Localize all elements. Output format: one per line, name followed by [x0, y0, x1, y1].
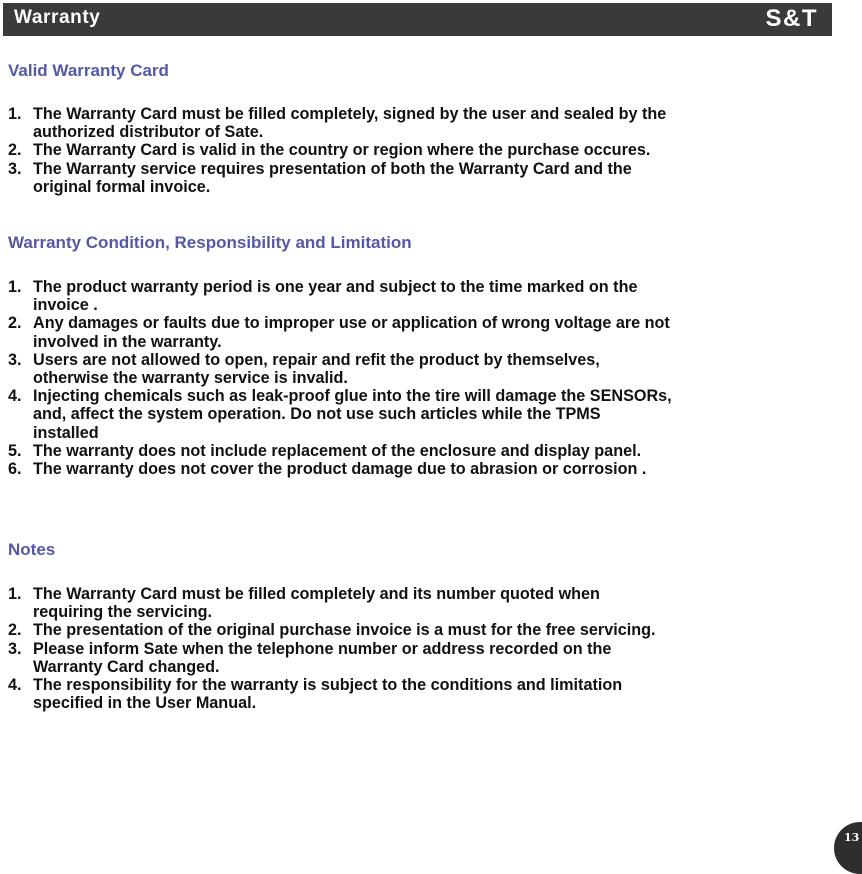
- item-text: Any damages or faults due to improper use or application of wrong voltage are not involved in the warranty.: [33, 314, 670, 351]
- list-item: [8, 105, 854, 141]
- page-title: Warranty: [14, 7, 101, 28]
- section-heading: Notes: [8, 540, 56, 559]
- item-number: 4.: [8, 676, 22, 695]
- list-item: [8, 640, 854, 676]
- item-text: The product warranty period is one year and subject to the time marked on the invoice .: [33, 278, 638, 315]
- brand-logo: S&T: [765, 5, 818, 32]
- section-warranty-condition: [8, 233, 854, 478]
- list-item: [8, 676, 854, 712]
- item-number: 5.: [8, 441, 22, 460]
- section-heading: Valid Warranty Card: [8, 61, 169, 80]
- list-item: [8, 460, 854, 478]
- list-item: [8, 160, 854, 196]
- item-text: The Warranty Card must be filled completely, signed by the user and sealed by the authorized distributor of Sate.: [33, 105, 667, 142]
- list-item: [8, 585, 854, 621]
- section-valid-warranty-card: [8, 61, 854, 196]
- section-heading: Warranty Condition, Responsibility and Limitation: [8, 233, 412, 252]
- item-number: 3.: [8, 350, 22, 369]
- item-number: 2.: [8, 314, 22, 333]
- item-number: 4.: [8, 387, 22, 406]
- item-text: Users are not allowed to open, repair and refit the product by themselves, otherwise the warranty service is invalid.: [33, 350, 600, 388]
- list-item: [8, 141, 854, 159]
- item-number: 3.: [8, 159, 22, 178]
- list-item: [8, 621, 854, 639]
- page-number-badge: [834, 822, 862, 874]
- item-text: The presentation of the original purchase invoice is a must for the free servicing.: [33, 621, 656, 640]
- item-list: [8, 585, 854, 712]
- list-item: [8, 314, 854, 350]
- section-notes: [8, 540, 854, 712]
- item-number: 2.: [8, 141, 22, 160]
- list-item: [8, 278, 854, 314]
- list-item: [8, 387, 854, 442]
- item-text: The Warranty service requires presentation of both the Warranty Card and the original formal invoice.: [33, 159, 632, 196]
- item-number: 6.: [8, 460, 22, 479]
- item-text: The Warranty Card is valid in the country or region where the purchase occures.: [33, 141, 651, 160]
- list-item: [8, 351, 854, 387]
- item-number: 1.: [8, 278, 22, 296]
- item-number: 2.: [8, 621, 22, 640]
- item-number: 3.: [8, 639, 22, 658]
- item-list: [8, 105, 854, 196]
- item-text: Injecting chemicals such as leak-proof glue into the tire will damage the SENSORs, and, affect the system operation. Do not use such articles while the TPMS installed: [33, 387, 672, 442]
- item-text: The warranty does not cover the product damage due to abrasion or corrosion .: [33, 460, 647, 479]
- page-number: 13: [844, 831, 860, 844]
- header-bar: [3, 3, 832, 36]
- item-list: [8, 278, 854, 478]
- item-text: Please inform Sate when the telephone number or address recorded on the Warranty Card changed.: [33, 639, 612, 676]
- item-text: The warranty does not include replacement of the enclosure and display panel.: [33, 441, 642, 460]
- item-number: 1.: [8, 585, 22, 603]
- list-item: [8, 442, 854, 460]
- item-text: The responsibility for the warranty is subject to the conditions and limitation specified in the User Manual.: [33, 676, 623, 713]
- item-text: The Warranty Card must be filled completely and its number quoted when requiring the servicing.: [33, 585, 600, 622]
- item-number: 1.: [8, 105, 22, 123]
